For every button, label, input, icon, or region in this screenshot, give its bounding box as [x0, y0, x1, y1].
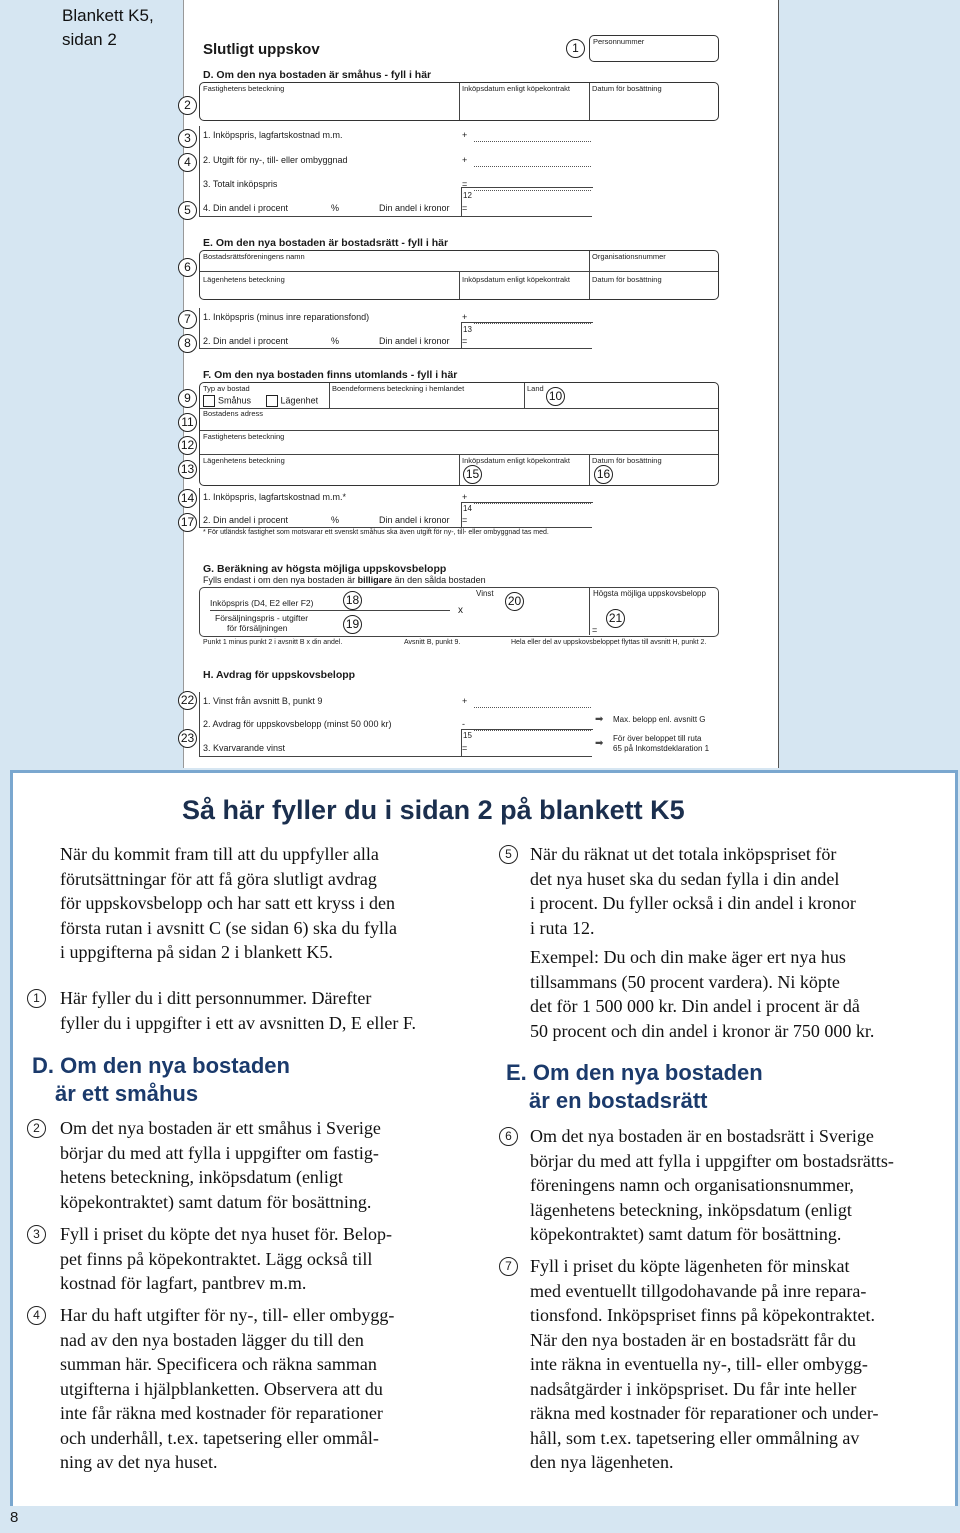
marker-13: 13: [178, 460, 197, 479]
box-13-number: 13: [463, 325, 472, 334]
help-p5: När du räknat ut det totala inköpspriset för det nya huset ska du sedan fylla i din andel i procent. Du fyller också i din andel i kronor i ruta 12.: [530, 844, 856, 938]
plus-sign: +: [462, 312, 468, 322]
equals-sign: =: [462, 515, 468, 525]
marker-1-help: 1: [27, 989, 46, 1008]
h-row-1-label: 1. Vinst från avsnitt B, punkt 9: [203, 696, 323, 706]
divider: [589, 587, 590, 635]
e-row-1-label: 1. Inköpspris (minus inre reparationsfond): [203, 312, 370, 322]
divider: [199, 308, 200, 348]
marker-3: 3: [178, 129, 197, 148]
box-12-number: 12: [463, 191, 472, 200]
d-row-2-input[interactable]: [474, 166, 591, 167]
g-note-1: Punkt 1 minus punkt 2 i avsnitt B x din andel.: [203, 639, 343, 646]
din-andel-kronor-label: Din andel i kronor: [379, 515, 450, 525]
box-13-frame: [461, 322, 593, 349]
g-forsalj-label-2: för försäljningen: [227, 623, 288, 633]
page-number: 8: [10, 1509, 19, 1526]
form-title: Slutligt uppskov: [203, 41, 320, 58]
marker-1: 1: [566, 39, 585, 58]
marker-22: 22: [178, 691, 197, 710]
help-e-heading: E. Om den nya bostaden är en bostadsrätt: [506, 1060, 763, 1113]
h-max-note: Max. belopp enl. avsnitt G: [613, 715, 706, 724]
din-andel-kronor-label: Din andel i kronor: [379, 203, 450, 213]
help-p2: Om det nya bostaden är ett småhus i Sverige börjar du med att fylla i uppgifter om fastig- hetens beteckning, inköpsdatum (enligt köpekontraktet) samt datum för bosättning.: [60, 1118, 381, 1212]
divider: [199, 756, 592, 757]
form-page: [180, 0, 779, 768]
box-15-number: 15: [463, 731, 472, 740]
box-14-frame: [461, 502, 593, 528]
marker-18: 18: [343, 591, 362, 610]
equals-sign: =: [462, 743, 468, 753]
marker-2-help: 2: [27, 1119, 46, 1138]
f-row-2-label: 2. Din andel i procent: [203, 515, 289, 525]
d-row-3-label: 3. Totalt inköpspris: [203, 179, 278, 189]
help-p4: Har du haft utgifter för ny-, till- eller ombygg- nad av den nya bostaden lägger du till den summan här. Specificera och räkna samman utgifterna i hjälpblanketten. Observera att du inte får räkna med kostnader för reparationer och underhåll, t.ex. tapetsering eller ommål- ning av det nya huset.: [60, 1305, 395, 1472]
side-header: Blankett K5, sidan 2: [62, 6, 154, 49]
plus-sign: +: [462, 155, 468, 165]
lagenhet-checkbox[interactable]: [266, 395, 278, 407]
marker-7-help: 7: [499, 1257, 518, 1276]
arrow-icon: ➡: [595, 714, 604, 725]
marker-23: 23: [178, 729, 197, 748]
help-p1: Här fyller du i ditt personnummer. Därefter fyller du i uppgifter i ett av avsnitten D, E eller F.: [60, 988, 416, 1033]
equals-sign: =: [592, 625, 598, 635]
marker-21: 21: [606, 609, 625, 628]
h-over-note-2: 65 på Inkomstdeklaration 1: [613, 744, 710, 753]
d-row-1-input[interactable]: [474, 141, 591, 142]
marker-10: 10: [546, 387, 565, 406]
section-e-fields[interactable]: Bostadsrättsföreningens namn Organisationsnummer Lägenhetens beteckning Inköpsdatum enligt köpekontrakt Datum för bosättning: [199, 250, 719, 300]
marker-7: 7: [178, 310, 197, 329]
divider: [199, 348, 592, 349]
fraction-line: [210, 610, 450, 611]
marker-4-help: 4: [27, 1306, 46, 1325]
marker-11: 11: [178, 413, 197, 432]
section-d-title: D. Om den nya bostaden är småhus - fyll i här: [203, 69, 432, 81]
h-over-note-1: För över beloppet till ruta: [613, 734, 702, 743]
divider: [199, 692, 200, 756]
marker-2: 2: [178, 96, 197, 115]
help-heading: Så här fyller du i sidan 2 på blankett K5: [182, 795, 685, 825]
help-intro: När du kommit fram till att du uppfyller alla förutsättningar för att få göra slutligt avdrag för uppskovsbelopp och har satt ett kryss i den första rutan i avsnitt C (se sidan 6) ska du fylla i uppgifterna på sidan 2 i blankett K5.: [60, 844, 397, 962]
marker-5: 5: [178, 201, 197, 220]
marker-17: 17: [178, 513, 197, 532]
marker-6-help: 6: [499, 1127, 518, 1146]
minus-sign: -: [462, 719, 465, 729]
marker-9: 9: [178, 389, 197, 408]
divider: [199, 527, 592, 528]
marker-5-help: 5: [499, 845, 518, 864]
percent-sign: %: [331, 336, 340, 346]
help-example: Exempel: Du och din make äger ert nya hus tillsammans (50 procent vardera). Ni köpte det för 1 500 000 kr. Din andel i procent är då 50 procent och din andel i kronor är 750 000 kr.: [530, 947, 875, 1041]
divider: [199, 216, 592, 217]
d-row-4-label: 4. Din andel i procent: [203, 203, 289, 213]
personnummer-field[interactable]: Personnummer: [589, 35, 719, 62]
help-p7: Fyll i priset du köpte lägenheten för minskat med eventuellt tillgodohavande på inre repara- tionsfond. Inköpspriset finns på köpekontraktet. När den nya bostaden är en bostadsrätt får du inte räkna in eventuella ny-, till- eller ombygg- nadsåtgärder i inköpspriset. Du får inte heller räkna med kostnader för reparationer och under- håll, som t.ex. tapetsering eller ommålning av den nya lägenheten.: [530, 1256, 879, 1472]
marker-12: 12: [178, 436, 197, 455]
marker-15: 15: [463, 465, 482, 484]
f-row-1-label: 1. Inköpspris, lagfartskostnad m.m.*: [203, 492, 347, 502]
d-row-1-label: 1. Inköpspris, lagfartskostnad m.m.: [203, 130, 343, 140]
smahus-checkbox[interactable]: [203, 395, 215, 407]
percent-sign: %: [331, 203, 340, 213]
section-g-title: G. Beräkning av högsta möjliga uppskovsbelopp: [203, 563, 447, 575]
section-f-fields[interactable]: Typ av bostad Småhus Lägenhet Boendeformens beteckning i hemlandet Land Bostadens adress Fastighetens beteckning Lägenhetens beteckning Inköpsdatum enligt köpekontrakt Datum för bosättning: [199, 382, 719, 486]
divider: [199, 488, 200, 527]
times-sign: x: [458, 605, 463, 616]
e-row-2-label: 2. Din andel i procent: [203, 336, 289, 346]
help-p3: Fyll i priset du köpte det nya huset för. Belop- pet finns på köpekontraktet. Lägg också till kostnad för lagfart, pantbrev m.m.: [60, 1224, 392, 1293]
percent-sign: %: [331, 515, 340, 525]
g-forsalj-label-1: Försäljningspris - utgifter: [215, 613, 309, 623]
section-d-fields[interactable]: Fastighetens beteckning Inköpsdatum enligt köpekontrakt Datum för bosättning: [199, 82, 719, 121]
divider: [199, 126, 200, 216]
equals-sign: =: [462, 336, 468, 346]
help-p6: Om det nya bostaden är en bostadsrätt i Sverige börjar du med att fylla i uppgifter om bostadsrätts- föreningens namn och organisationsnummer, lägenhetens beteckning, inköpsdatum (enligt köpekontraktet) samt datum för bosättning.: [530, 1126, 894, 1244]
h-row-1-input[interactable]: [474, 707, 591, 708]
equals-sign: =: [462, 203, 468, 213]
box-15-frame: [461, 729, 593, 757]
section-f-title: F. Om den nya bostaden finns utomlands - fyll i här: [203, 369, 458, 381]
h-row-2-label: 2. Avdrag för uppskovsbelopp (minst 50 000 kr): [203, 719, 392, 729]
box-12-frame: [461, 187, 593, 217]
g-note-2: Avsnitt B, punkt 9.: [404, 639, 461, 646]
g-inkop-label: Inköpspris (D4, E2 eller F2): [210, 598, 314, 608]
marker-16: 16: [594, 465, 613, 484]
help-d-heading: D. Om den nya bostaden är ett småhus: [32, 1053, 290, 1106]
g-vinst-label: Vinst: [476, 589, 494, 598]
arrow-icon: ➡: [595, 738, 604, 749]
g-hogsta-label: Högsta möjliga uppskovsbelopp: [593, 589, 706, 598]
marker-19: 19: [343, 615, 362, 634]
din-andel-kronor-label: Din andel i kronor: [379, 336, 450, 346]
d-row-2-label: 2. Utgift för ny-, till- eller ombyggnad: [203, 155, 348, 165]
section-g-subtitle: Fylls endast i om den nya bostaden är billigare än den sålda bostaden: [203, 575, 486, 585]
marker-8: 8: [178, 334, 197, 353]
box-14-number: 14: [463, 504, 472, 513]
plus-sign: +: [462, 696, 468, 706]
plus-sign: +: [462, 130, 468, 140]
marker-14: 14: [178, 489, 197, 508]
section-e-title: E. Om den nya bostaden är bostadsrätt - fyll i här: [203, 237, 449, 249]
plus-sign: +: [462, 492, 468, 502]
g-note-3: Hela eller del av uppskovsbeloppet flyttas till avsnitt H, punkt 2.: [511, 639, 707, 646]
equals-sign: =: [462, 179, 468, 189]
h-row-3-label: 3. Kvarvarande vinst: [203, 743, 286, 753]
f-footnote: * För utländsk fastighet som motsvarar ett svenskt småhus ska även utgift för ny-, till- eller ombyggnad tas med.: [203, 529, 549, 536]
marker-3-help: 3: [27, 1225, 46, 1244]
marker-4: 4: [178, 153, 197, 172]
marker-20: 20: [505, 592, 524, 611]
marker-6: 6: [178, 258, 197, 277]
section-h-title: H. Avdrag för uppskovsbelopp: [203, 669, 356, 681]
